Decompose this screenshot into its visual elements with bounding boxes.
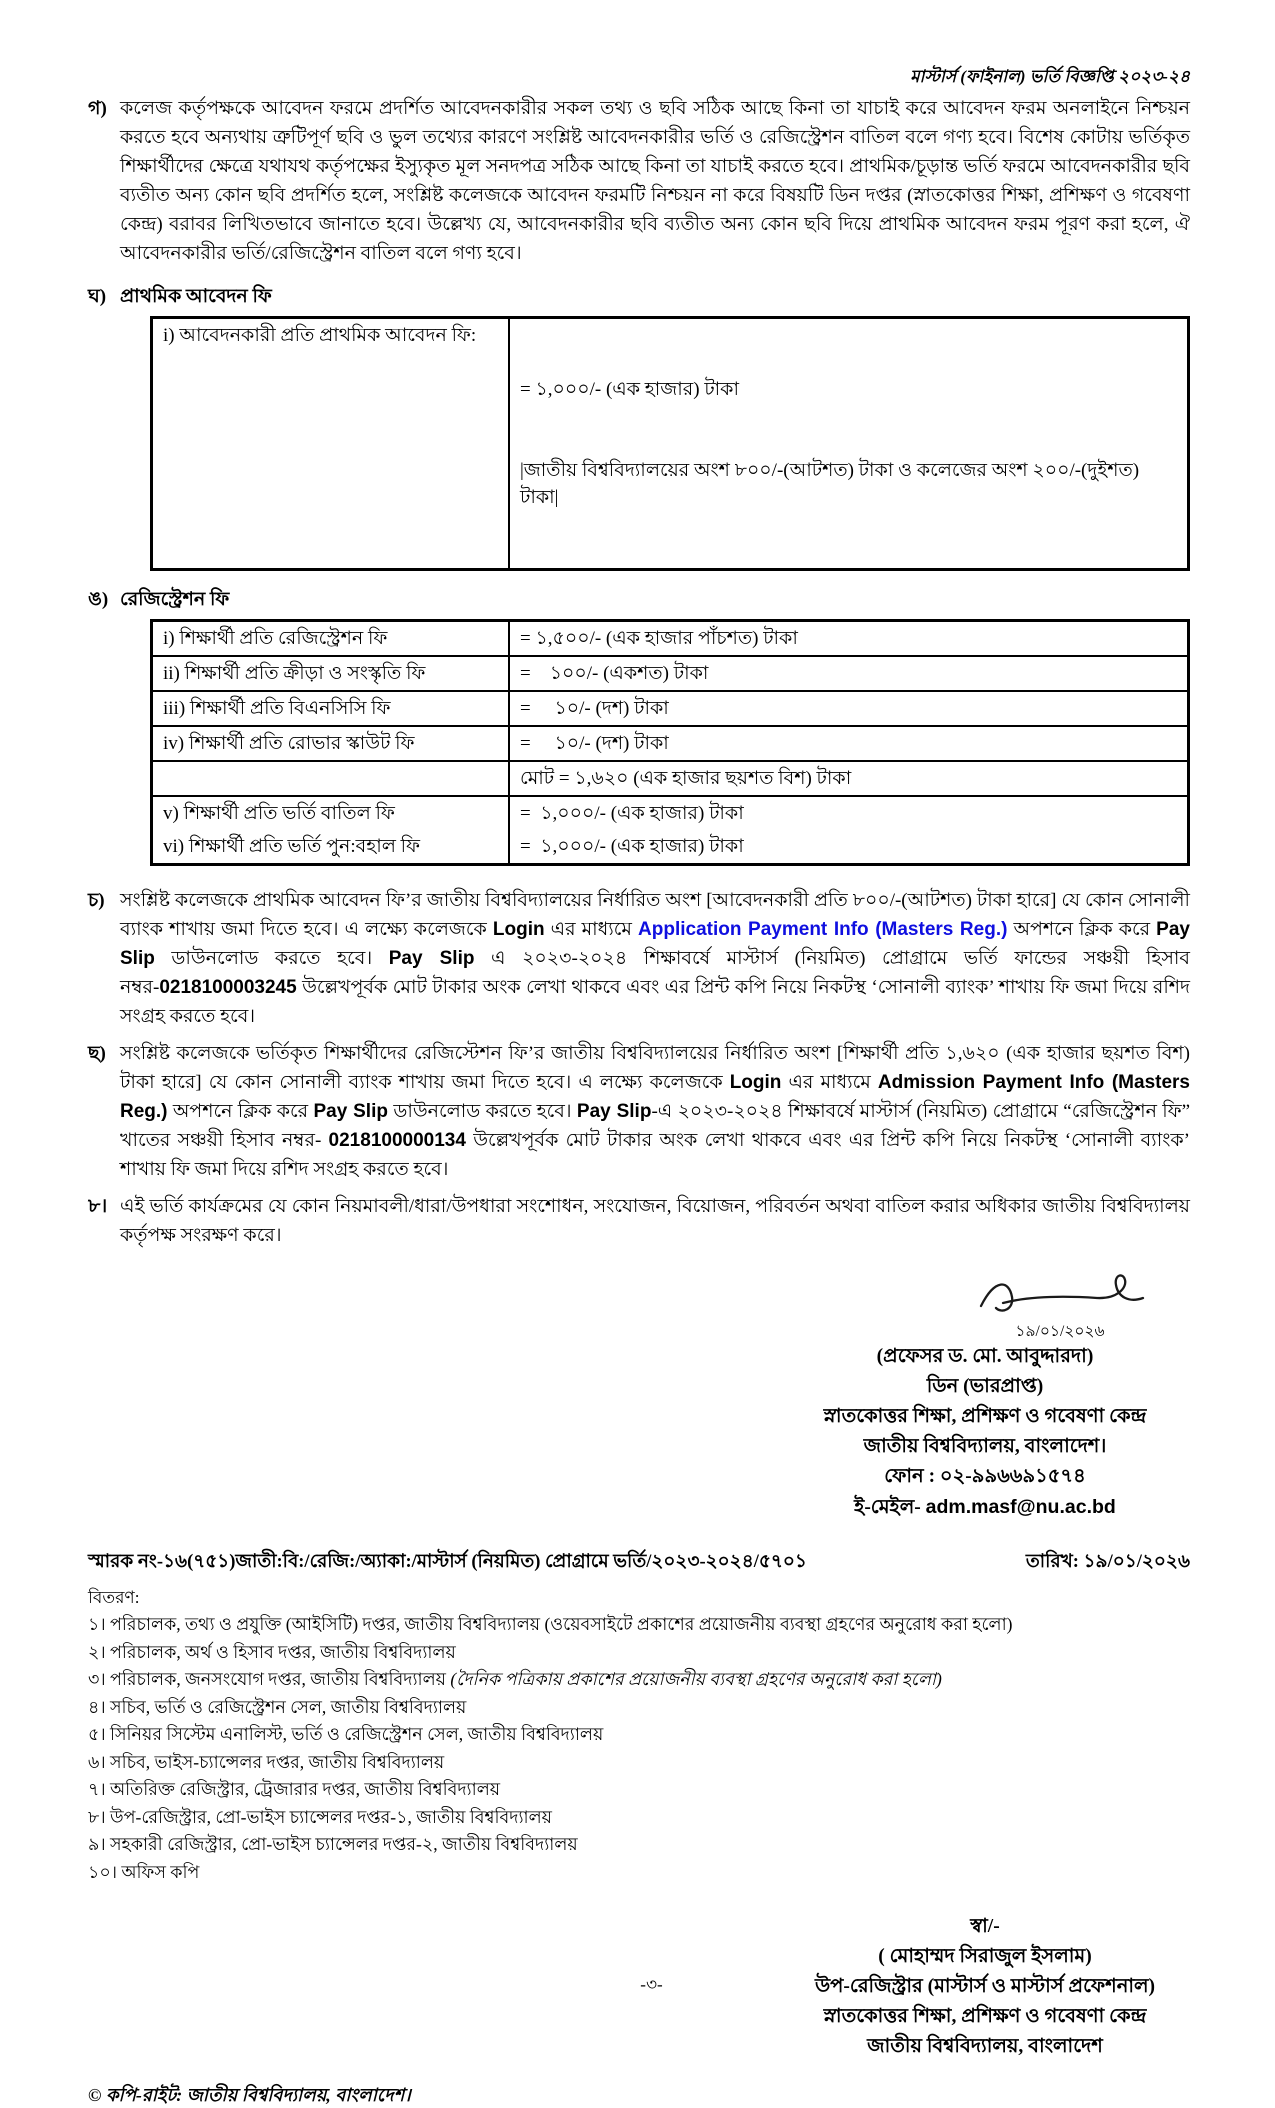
clause-uma-label: ঙ) (88, 589, 109, 610)
registration-fee-table (150, 619, 1190, 866)
fee-label-cell: iv) শিক্ষার্থী প্রতি রোভার স্কাউট ফি (152, 726, 510, 761)
text-run: ৬। সচিব, ভাইস-চ্যান্সেলর দপ্তর, জাতীয় বিশ্ববিদ্যালয় (88, 1751, 445, 1772)
primary-application-fee-table (150, 316, 1190, 571)
fee-value-line: |জাতীয় বিশ্ববিদ্যালয়ের অংশ ৮০০/-(আটশত) টাকা ও কলেজের অংশ ২০০/-(দুইশত) টাকা| (520, 460, 1144, 508)
page-number: -৩- (640, 1975, 663, 1994)
signer-name: ( মোহাম্মদ সিরাজুল ইসলাম) (878, 1946, 1092, 1967)
clause-ga-label: গ) (88, 98, 107, 119)
text-run: এর মাধ্যমে (544, 919, 639, 940)
fee-value-cell: = ১,০০০/- (এক হাজার) টাকা (509, 830, 1189, 865)
memo-number: স্মারক নং-১৬(৭৫১)জাতী:বি:/রেজি:/অ্যাকা:/মাস্টার্স (নিয়মিত) প্রোগ্রামে ভর্তি/২০২৩-২০২৪/৫৭০১ (88, 1552, 807, 1572)
fee-value-cell: = ১,০০০/- (এক হাজার) টাকা (509, 796, 1189, 830)
text-run: Pay Slip (388, 948, 475, 969)
clause-8-label: ৮। (88, 1196, 108, 1217)
memo-row (88, 1549, 1190, 1575)
distribution-item (88, 1859, 1190, 1887)
fee-total-cell: মোট = ১,৬২০ (এক হাজার ছয়শত বিশ) টাকা (509, 761, 1189, 796)
clause-uma-heading (88, 585, 1190, 614)
signer-name: (প্রফেসর ড. মো. আবুদ্দারদা) (876, 1346, 1094, 1367)
signer-org: জাতীয় বিশ্ববিদ্যালয়, বাংলাদেশ। (863, 1436, 1107, 1457)
clause-uma-title: রেজিস্ট্রেশন ফি (120, 589, 230, 610)
text-run: সংশ্লিষ্ট কলেজকে ভর্তিকৃত শিক্ষার্থীদের রেজিস্টেশন ফি’র জাতীয় বিশ্ববিদ্যালয়ের নির্ধারিত অংশ [শিক্ষার্থী প্রতি ১,৬২০ (এক হাজার ছয়শত বিশ) টাকা হারে] যে কোন সোনালী ব্যাংক শাখায় জমা দিতে হবে। এ লক্ষ্যে কলেজকে (120, 1043, 1190, 1093)
signer-title: উপ-রেজিস্ট্রার (মাস্টার্স ও মাস্টার্স প্রফেশনাল) (814, 1976, 1156, 1997)
memo-date: তারিখ: ১৯/০১/২০২৬ (1025, 1552, 1190, 1572)
text-run: উল্লেখপূর্বক মোট টাকার অংক লেখা থাকবে এবং এর প্রিন্ট কপি নিয়ে নিকটস্থ ‘সোনালী ব্যাংক’ শাখায় ফি জমা দিয়ে রশিদ সংগ্রহ করতে হবে। (120, 977, 1190, 1027)
clause-chha-label: ছ) (88, 1043, 106, 1064)
text-run: ডাউনলোড করতে হবে। (387, 1101, 577, 1122)
fee-label-cell: ii) শিক্ষার্থী প্রতি ক্রীড়া ও সংস্কৃতি ফি (152, 656, 510, 691)
text-run: Login (729, 1072, 782, 1093)
text-run: ৩। পরিচালক, জনসংযোগ দপ্তর, জাতীয় বিশ্ববিদ্যালয় (88, 1669, 451, 1689)
phone-line: ফোন : ০২-৯৯৬৬৯১৫৭৪ (884, 1466, 1086, 1487)
table-row (152, 691, 1189, 726)
signature-date: ১৯/০১/২০২৬ (1015, 1323, 1105, 1340)
signer-dept: স্নাতকোত্তর শিক্ষা, প্রশিক্ষণ ও গবেষণা কেন্দ্র (823, 1406, 1147, 1427)
table-row (152, 318, 1189, 570)
fee-label-cell: v) শিক্ষার্থী প্রতি ভর্তি বাতিল ফি (152, 796, 510, 830)
text-run: (দৈনিক পত্রিকায় প্রকাশের প্রয়োজনীয় ব্যবস্থা গ্রহণের অনুরোধ করা হলো) (450, 1669, 942, 1689)
text-run: ১। পরিচালক, তথ্য ও প্রযুক্তি (আইসিটি) দপ্তর, জাতীয় বিশ্ববিদ্যালয় (ওয়েবসাইটে প্রকাশের প্রয়োজনীয় ব্যবস্থা গ্রহণের অনুরোধ করা হলো) (88, 1614, 1013, 1634)
text-run: ৪। সচিব, ভর্তি ও রেজিস্ট্রেশন সেল, জাতীয় বিশ্ববিদ্যালয় (88, 1696, 467, 1717)
clause-gha-heading (88, 282, 1190, 311)
text-run: এর মাধ্যমে (781, 1072, 878, 1093)
text-run: ১০। অফিস কপি (88, 1861, 200, 1882)
text-run: Pay Slip (576, 1101, 652, 1122)
distribution-item (88, 1804, 1190, 1832)
fee-value-cell (509, 318, 1189, 570)
fee-label-cell (152, 761, 510, 796)
clause-gha-title: প্রাথমিক আবেদন ফি (120, 286, 272, 307)
fee-value-cell: = ১০/- (দশ) টাকা (509, 691, 1189, 726)
fee-label-cell: iii) শিক্ষার্থী প্রতি বিএনসিসি ফি (152, 691, 510, 726)
clause-cha-text (120, 886, 1190, 1031)
signer-dept: স্নাতকোত্তর শিক্ষা, প্রশিক্ষণ ও গবেষণা কেন্দ্র (823, 2006, 1147, 2027)
email-label: ই-মেইল- (854, 1497, 921, 1518)
text-run: ৫। সিনিয়র সিস্টেম এনালিস্ট, ভর্তি ও রেজিস্ট্রেশন সেল, জাতীয় বিশ্ববিদ্যালয় (88, 1724, 604, 1744)
text-run: ৭। অতিরিক্ত রেজিস্ট্রার, ট্রেজারার দপ্তর, জাতীয় বিশ্ববিদ্যালয় (88, 1779, 501, 1799)
text-run: Pay Slip (120, 919, 1190, 969)
signer-org: জাতীয় বিশ্ববিদ্যালয়, বাংলাদেশ (867, 2036, 1103, 2057)
clause-cha-label: চ) (88, 890, 105, 911)
signature-image (975, 1270, 1150, 1322)
distribution-item (88, 1721, 1190, 1749)
fee-value-line: = ১,০০০/- (এক হাজার) টাকা (520, 379, 739, 400)
distribution-item (88, 1776, 1190, 1804)
text-run: 0218100000134 (328, 1130, 466, 1151)
table-row-total (152, 761, 1189, 796)
text-run: ২। পরিচালক, অর্থ ও হিসাব দপ্তর, জাতীয় বিশ্ববিদ্যালয় (88, 1641, 456, 1662)
text-run: Admission Payment Info (Masters Reg.) (120, 1072, 1191, 1122)
signed-mark: স্বা/- (970, 1916, 1000, 1937)
table-row (152, 621, 1189, 657)
distribution-title: বিতরণ: (88, 1588, 140, 1607)
table-row (152, 796, 1189, 830)
table-row (152, 830, 1189, 865)
clause-8-text: এই ভর্তি কার্যক্রমের যে কোন নিয়মাবলী/ধারা/উপধারা সংশোধন, সংযোজন, বিয়োজন, পরিবর্তন অথবা বাতিল করার অধিকার জাতীয় বিশ্ববিদ্যালয় কর্তৃপক্ষ সংরক্ষণ করে। (120, 1196, 1190, 1246)
fee-value-cell: = ১,৫০০/- (এক হাজার পাঁচশত) টাকা (509, 621, 1189, 657)
clause-chha-text (120, 1039, 1190, 1184)
distribution-item (88, 1666, 1190, 1694)
table-row (152, 726, 1189, 761)
distribution-item (88, 1749, 1190, 1777)
signature-block-dean (780, 1270, 1190, 1523)
distribution-item (88, 1694, 1190, 1722)
text-run: Pay Slip (313, 1101, 388, 1122)
distribution-item (88, 1639, 1190, 1667)
clause-ga (88, 94, 1190, 268)
text-run: সংশ্লিষ্ট কলেজকে প্রাথমিক আবেদন ফি’র জাতীয় বিশ্ববিদ্যালয়ের নির্ধারিত অংশ [আবেদনকারী প্রতি ৮০০/-(আটশত) টাকা হারে] যে কোন সোনালী ব্যাংক শাখায় জমা দিতে হবে। এ লক্ষ্যে কলেজকে (120, 890, 1190, 940)
text-run: ৮। উপ-রেজিস্ট্রার, প্রো-ভাইস চ্যান্সেলর দপ্তর-১, জাতীয় বিশ্ববিদ্যালয় (88, 1806, 552, 1827)
text-run: এ ২০২৩-২০২৪ শিক্ষাবর্ষে মাস্টার্স (নিয়মিত) প্রোগ্রামে ভর্তি ফান্ডের সঞ্চয়ী হিসাব নম্বর- (120, 948, 1191, 998)
fee-label-cell: vi) শিক্ষার্থী প্রতি ভর্তি পুন:বহাল ফি (152, 830, 510, 865)
fee-value-cell: = ১০/- (দশ) টাকা (509, 726, 1189, 761)
text-run: 0218100003245 (159, 977, 297, 998)
clause-ga-text: কলেজ কর্তৃপক্ষকে আবেদন ফরমে প্রদর্শিত আবেদনকারীর সকল তথ্য ও ছবি সঠিক আছে কিনা তা যাচাই করে আবেদন ফরম অনলাইনে নিশ্চয়ন করতে হবে অন্যথায় ত্রুটিপূর্ণ ছবি ও ভুল তথ্যের কারণে সংশ্লিষ্ট আবেদনকারীর ভর্তি ও রেজিস্ট্রেশন বাতিল বলে গণ্য হবে। বিশেষ কোটায় ভর্তিকৃত শিক্ষার্থীদের ক্ষেত্রে যথাযথ কর্তৃপক্ষের ইস্যুকৃত মূল সনদপত্র সঠিক আছে কিনা তা যাচাই করতে হবে। প্রাথমিক/চূড়ান্ত ভর্তি ফরমে আবেদনকারীর ছবি ব্যতীত অন্য কোন ছবি প্রদর্শিত হলে, সংশ্লিষ্ট কলেজকে আবেদন ফরমটি নিশ্চয়ন না করে বিষয়টি ডিন দপ্তর (স্নাতকোত্তর শিক্ষা, প্রশিক্ষণ ও গবেষণা কেন্দ্র) বরাবর লিখিতভাবে জানাতে হবে। উল্লেখ্য যে, আবেদনকারীর ছবি ব্যতীত অন্য কোন ছবি দিয়ে প্রাথমিক আবেদন ফরম পূরণ করা হলে, ঐ আবেদনকারীর ভর্তি/রেজিস্ট্রেশন বাতিল বলে গণ্য হবে। (120, 98, 1190, 264)
email-line (780, 1492, 1190, 1523)
fee-value-cell: = ১০০/- (একশত) টাকা (509, 656, 1189, 691)
clause-gha-label: ঘ) (88, 286, 107, 307)
copyright-line: © কপি-রাইট: জাতীয় বিশ্ববিদ্যালয়, বাংলাদেশ। (88, 2085, 411, 2105)
distribution-item (88, 1611, 1190, 1639)
fee-label-cell: i) আবেদনকারী প্রতি প্রাথমিক আবেদন ফি: (152, 318, 510, 570)
text-run: ৯। সহকারী রেজিস্ট্রার, প্রো-ভাইস চ্যান্সেলর দপ্তর-২, জাতীয় বিশ্ববিদ্যালয় (88, 1834, 578, 1854)
payment-info-link[interactable]: Application Payment Info (Masters Reg.) (638, 919, 1008, 940)
clause-8 (88, 1192, 1190, 1250)
text-run: -এ ২০২৩-২০২৪ শিক্ষাবর্ষে মাস্টার্স (নিয়মিত) প্রোগ্রামে “রেজিস্ট্রেশন ফি” খাতের সঞ্চয়ী হিসাব নম্বর- (120, 1101, 1191, 1151)
clause-cha (88, 886, 1190, 1031)
signer-title: ডিন (ভারপ্রাপ্ত) (926, 1376, 1044, 1397)
email-address: adm.masf@nu.ac.bd (925, 1496, 1116, 1518)
text-run: Login (492, 919, 545, 940)
document-header-title: মাস্টার্স (ফাইনাল) ভর্তি বিজ্ঞপ্তি ২০২৩-২৪ (910, 67, 1190, 86)
text-run: উল্লেখপূর্বক মোট টাকার অংক লেখা থাকবে এবং এর প্রিন্ট কপি নিয়ে নিকটস্থ ‘সোনালী ব্যাংক’ শাখায় ফি জমা দিয়ে রশিদ সংগ্রহ করতে হবে। (120, 1130, 1190, 1180)
distribution-item (88, 1831, 1190, 1859)
clause-chha (88, 1039, 1190, 1184)
table-row (152, 656, 1189, 691)
text-run: ডাউনলোড করতে হবে। (154, 948, 389, 969)
text-run: অপশনে ক্লিক করে (167, 1101, 314, 1122)
text-run: অপশনে ক্লিক করে (1007, 919, 1157, 940)
fee-label-cell: i) শিক্ষার্থী প্রতি রেজিস্ট্রেশন ফি (152, 621, 510, 657)
